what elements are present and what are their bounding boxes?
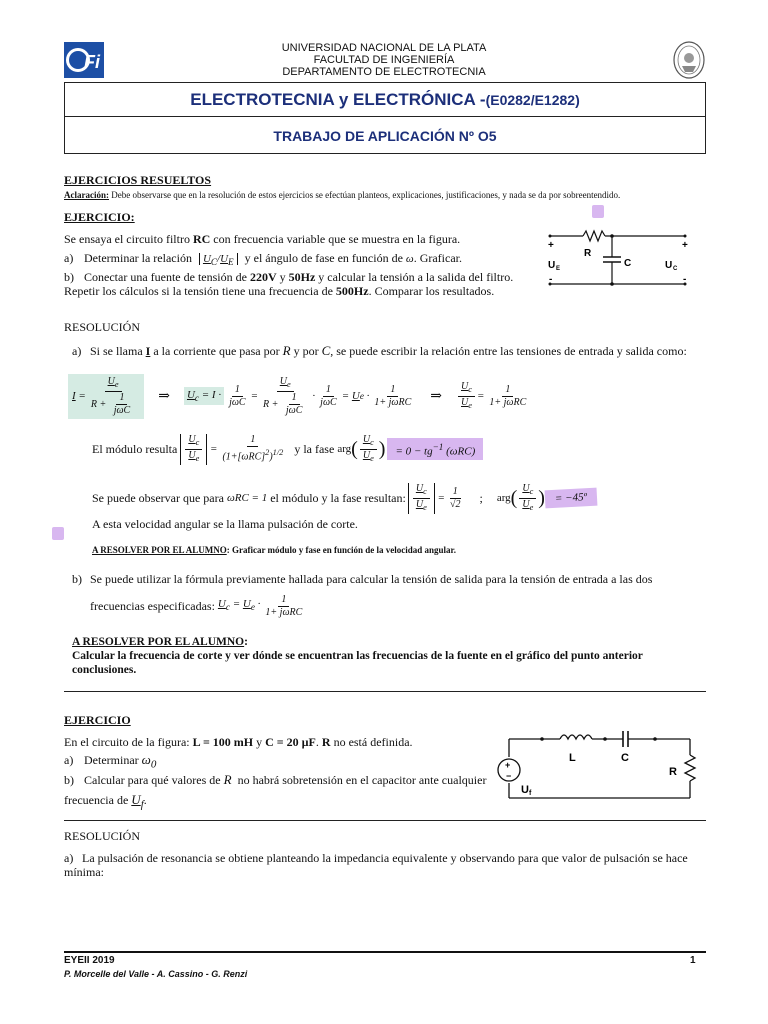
svg-text:+: + xyxy=(505,760,511,770)
institution-header xyxy=(0,42,768,78)
course-title-text: ELECTROTECNIA y ELECTRÓNICA - xyxy=(190,89,486,109)
item-b: b) Conectar una fuente de tensión de 220V y 50Hz y calcular la tensión a la salida del filtro. Repetir los cálculos si la tensión tiene una frecuencia de 500Hz. Comparar los resultados. xyxy=(64,270,514,298)
clarification-note xyxy=(64,190,714,201)
cutoff-name: A esta velocidad angular se la llama pulsación de corte. xyxy=(92,517,358,531)
modulus-phase-row: El módulo resulta $\frac{U_c}{U_e}$ = $\frac{1}{(1+[\omega RC]^2)^{1/2}}$ y la fase arg ( $\frac{U_c}{U_e}$ ) = $0 - tg^{-1}$ (ωRC) xyxy=(92,425,712,473)
resolution-a-text: a) Si se llama I a la corriente que pasa por R y por C, se puede escribir la relación entre las tensiones de entrada y salida como: xyxy=(72,343,687,358)
svg-text:L: L xyxy=(569,752,576,764)
highlight-mark-2 xyxy=(52,527,64,540)
resolution-2-text: a) La pulsación de resonancia se obtiene planteando la impedancia equivalente y observando para que valor de pulsación se hace mínima: xyxy=(64,851,688,879)
exercise-heading-1: EJERCICIO: xyxy=(64,210,135,224)
svg-text:C: C xyxy=(673,266,678,272)
resolution-b-text: b) Se puede utilizar la fórmula previamente hallada para calcular la tensión de salida para la tensión de entrada a las dos xyxy=(72,572,653,586)
exercise-intro: Se ensaya el circuito filtro RC con frecuencia variable que se muestra en la figura. xyxy=(64,232,461,246)
footer-course: EYEII 2019 xyxy=(64,955,115,966)
svg-text:U: U xyxy=(665,260,673,271)
title-box xyxy=(64,82,706,154)
exercise-2-item-b: b) Calcular para qué valores de R no habrá sobretensión en el capacitor ante cualquier frecuencia de $U_f$. xyxy=(64,772,487,811)
svg-text:+: + xyxy=(682,240,688,251)
resolution-b-formula: frecuencias especificadas: $U_c = U_e$ · $\frac{1}{\text{1+ jωRC}}$ xyxy=(90,593,303,618)
assignment-title: TRABAJO DE APLICACIÓN Nº O5 xyxy=(273,127,497,144)
exercise-heading-2: EJERCICIO xyxy=(64,713,131,727)
logo-text: Fi xyxy=(84,52,100,72)
svg-text:C: C xyxy=(621,752,629,764)
resolution-heading-2: RESOLUCIÓN xyxy=(64,829,141,843)
exercise-2-intro: En el circuito de la figura: L = 100 mH y C = 20 µF. R no está definida. xyxy=(64,735,413,749)
svg-text:+: + xyxy=(548,240,554,251)
svg-text:f: f xyxy=(529,790,532,797)
rlc-circuit-diagram xyxy=(495,725,710,805)
department-name: DEPARTAMENTO DE ELECTROTECNIA xyxy=(282,66,486,78)
svg-text:-: - xyxy=(549,274,553,285)
footer-rule xyxy=(64,951,706,953)
svg-text:U: U xyxy=(548,260,556,271)
svg-text:C: C xyxy=(624,258,632,269)
footer-authors: P. Morcelle del Valle - A. Cassino - G. Renzi xyxy=(64,969,248,979)
section-divider xyxy=(64,691,706,692)
svg-text:R: R xyxy=(584,248,592,259)
resistor-symbol xyxy=(583,231,605,241)
rc-circuit-diagram xyxy=(545,226,695,296)
note-label: Aclaración: xyxy=(64,190,109,200)
equation-current: I = $U_e$ R + $\frac{1}{\text{jωC}}$ ⇒ $U_c = I$ · $\frac{1}{\text{jωC}}$ = $U_e$ R + $\frac{1}{\text{jωC}}$ · $\frac{1}{\text{jωC}}$ = U e · $\frac{1}{\text{1+ jωRC}}$ ⇒ $\frac{U_c}{U_e}$ = $\frac{1}{\text{1+ jωRC}}$ xyxy=(68,374,708,418)
svg-text:E: E xyxy=(556,266,561,272)
course-code: (E0282/E1282) xyxy=(485,91,580,108)
resolution-heading-1: RESOLUCIÓN xyxy=(64,320,141,334)
resistor-symbol-2 xyxy=(685,755,695,781)
svg-text:−: − xyxy=(506,771,512,781)
svg-text:-: - xyxy=(683,274,687,285)
exercise-2-item-a: a) Determinar $\omega_0$ xyxy=(64,752,157,771)
svg-text:U: U xyxy=(521,784,529,796)
highlight-mark xyxy=(592,205,604,218)
page-number: 1 xyxy=(690,955,696,966)
course-title xyxy=(65,83,705,117)
university-name: UNIVERSIDAD NACIONAL DE LA PLATA xyxy=(281,42,487,54)
note-text: Debe observarse que en la resolución de estos ejercicios se efectúan planteos, explicaciones, justificaciones, y nada se da por sobreentendido. xyxy=(109,190,621,200)
section-divider-2 xyxy=(64,820,706,821)
student-task-1: A RESOLVER POR EL ALUMNO: Graficar módulo y fase en función de la velocidad angular. xyxy=(92,545,456,555)
item-a: a) Determinar la relación $U_C/U_E$ y el ángulo de fase en función de ω. Graficar. xyxy=(64,251,462,268)
inductor-symbol xyxy=(560,735,592,739)
faculty-name: FACULTAD DE INGENIERÍA xyxy=(313,54,455,66)
svg-text:R: R xyxy=(669,766,677,778)
cutoff-row: Se puede observar que para ωRC = 1 el módulo y la fase resultan: $\frac{U_c}{U_e}$ = $\frac{1}{√2}$ ; arg ( $\frac{U_c}{U_e}$ ) = −45º xyxy=(92,478,712,518)
student-task-2: A RESOLVER POR EL ALUMNO: Calcular la frecuencia de corte y ver dónde se encuentran las frecuencias de la fuente en el gráfico del punto anterior conclusiones. xyxy=(72,636,643,676)
section-heading-resolved: EJERCICIOS RESUELTOS xyxy=(64,173,212,187)
